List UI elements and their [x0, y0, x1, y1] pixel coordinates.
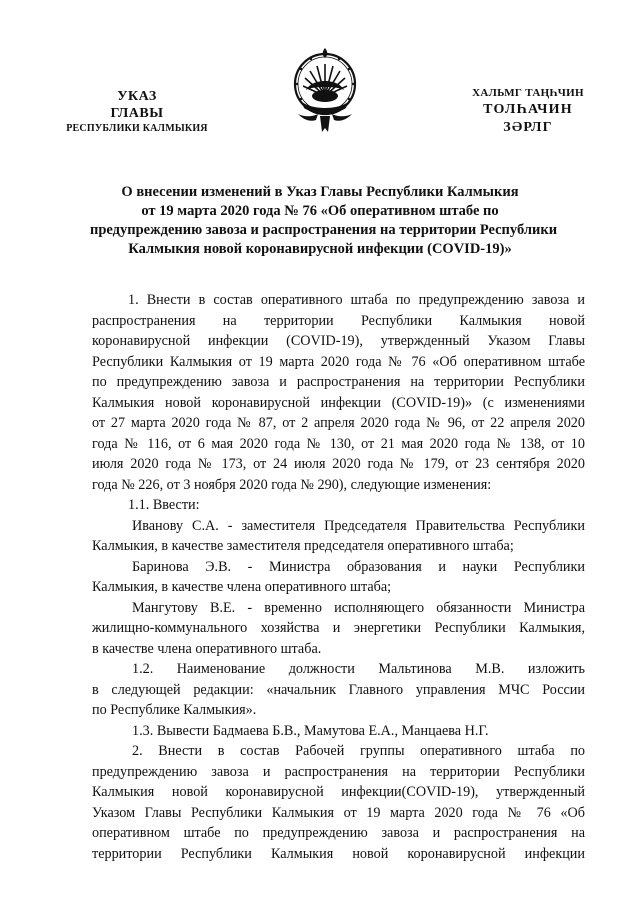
body-line: от 27 марта 2020 года № 87, от 2 апреля 2020 года № 96, от 22 апреля 2020 — [92, 415, 585, 431]
title-line: Калмыкия новой коронавирусной инфекции (COVID-19)» — [128, 241, 512, 257]
decree-title — [90, 183, 558, 259]
header-right-line-1: ХАЛЬМГ ТАҢҺЧИН — [472, 87, 584, 99]
coat-of-arms-emblem — [292, 44, 358, 140]
header-right-line-3: ЗӘРЛГ — [503, 120, 553, 135]
header-right-block — [448, 86, 608, 137]
body-line: по предупреждению завоза и распространения на территории Республики — [92, 374, 585, 390]
header-right-line-2: ТОЛҺАЧИН — [483, 102, 573, 117]
body-line: Республики Калмыкия от 19 марта 2020 года № 76 «Об оперативном штабе — [92, 353, 585, 370]
body-line: года № 116, от 6 мая 2020 года № 130, от 21 мая 2020 года № 138, от 10 — [92, 435, 585, 452]
body-line: территории Республики Калмыкия новой коронавирусной инфекции — [92, 845, 585, 862]
body-line: распространения на территории Республики Калмыкия новой — [92, 312, 585, 329]
body-line: Калмыкия, в качестве заместителя председателя оперативного штаба; — [92, 538, 514, 554]
body-line: Указом Главы Республики Калмыкия от 19 марта 2020 года № 76 «Об — [92, 804, 585, 821]
body-line: Калмыкия, в качестве члена оперативного штаба; — [92, 579, 392, 595]
body-line: жилищно-коммунального хозяйства и энергетики Республики Калмыкия, — [92, 620, 585, 636]
body-line: Баринова Э.В. - Министра образования и науки Республики — [132, 558, 585, 575]
body-line: Калмыкия новой коронавирусной инфекции (COVID-19)» (с изменениями — [92, 394, 585, 411]
body-line: Мангутову В.Е. - временно исполняющего обязанности Министра — [132, 599, 585, 616]
title-line: предупреждению завоза и распространения на территории Республики — [90, 222, 558, 238]
body-line: июля 2020 года № 173, от 24 июля 2020 года № 179, от 23 сентября 2020 — [92, 456, 585, 472]
body-line: 1.2. Наименование должности Мальтинова М.В. изложить — [132, 661, 585, 677]
body-line: оперативном штабе по предупреждению завоза и распространения на — [92, 825, 585, 841]
body-line: 1. Внести в состав оперативного штаба по предупреждению завоза и — [128, 292, 585, 308]
body-line: Иванову С.А. - заместителя Председателя Правительства Республики — [132, 517, 585, 534]
header-left-block — [62, 88, 212, 136]
header-left-line-1: УКАЗ — [117, 89, 157, 104]
body-line: по Республике Калмыкия». — [92, 702, 257, 718]
title-line: от 19 марта 2020 года № 76 «Об оперативном штабе по — [141, 203, 499, 219]
body-line: предупреждению завоза и распространения на территории Республики — [92, 763, 585, 780]
body-line: коронавирусной инфекции (COVID-19), утвержденный Указом Главы — [92, 333, 585, 349]
body-line: 1.1. Ввести: — [128, 497, 200, 513]
title-line: О внесении изменений в Указ Главы Республики Калмыкия — [121, 184, 519, 200]
body-line: 1.3. Вывести Бадмаева Б.В., Мамутова Е.А., Манцаева Н.Г. — [132, 722, 489, 739]
decree-body — [92, 290, 585, 864]
body-line: в качестве члена оперативного штаба. — [92, 640, 322, 657]
header-left-line-3: РЕСПУБЛИКИ КАЛМЫКИЯ — [66, 123, 208, 134]
body-line: 2. Внести в состав Рабочей группы оперативного штаба по — [132, 743, 585, 759]
body-line: года № 226, от 3 ноября 2020 года № 290), следующие изменения: — [92, 476, 492, 493]
header-left-line-2: ГЛАВЫ — [110, 106, 164, 121]
body-line: Калмыкия новой коронавирусной инфекции(COVID-19), утвержденный — [92, 784, 585, 800]
body-line: в следующей редакции: «начальник Главного управления МЧС России — [92, 681, 585, 698]
